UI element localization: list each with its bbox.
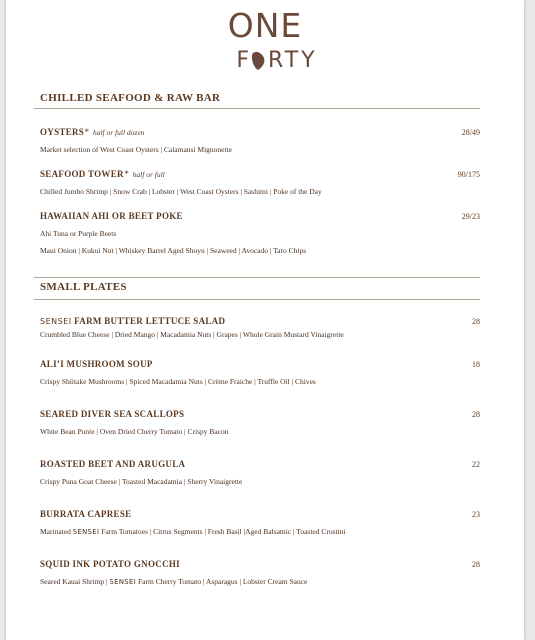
item-description: Crispy Puna Goat Cheese | Toasted Macadamia | Sherry Vinaigrette [40,477,243,486]
menu-item-name: ALI’I MUSHROOM SOUP [40,359,153,369]
item-description: Market selection of West Coast Oysters | Calamansi Mignonette [40,145,232,154]
menu-item-name: BURRATA CAPRESE [40,509,132,519]
logo-f: F [236,48,253,73]
item-description: Chilled Jumbo Shrimp | Snow Crab | Lobster | West Coast Oysters | Sashimi | Poke of the Day [40,187,322,196]
desc-text: Farm Tomatoes | Citrus Segments | Fresh Basil |Aged Balsamic | Toasted Crostini [101,527,346,536]
item-price: 22 [472,460,480,469]
item-price: 29/23 [461,212,480,221]
item-price: 23 [472,510,480,519]
item-description [40,527,346,536]
logo-text-forty [18,48,535,73]
logo-text-one: ONE [227,6,303,45]
item-description: Crumbled Blue Cheese | Dried Mango | Macadamia Nuts | Grapes | Whole Grain Mustard Vinaigrette [40,330,344,339]
item-description: Maui Onion | Kukui Nut | Whiskey Barrel Aged Shoyu | Seaweed | Avocado | Taro Chips [40,246,307,255]
item-price: 18 [472,360,480,369]
item-title: SEAFOOD TOWER [40,169,124,179]
item-price: 28 [472,317,480,326]
menu-page [6,0,524,640]
menu-item-name [40,316,225,326]
item-title: OYSTERS [40,127,85,137]
section-divider [34,108,480,109]
menu-item-name: ROASTED BEET AND ARUGULA [40,459,186,469]
section-divider [34,277,480,278]
item-title: FARM BUTTER LETTUCE SALAD [74,316,226,326]
sensei-brand: SENSEI [109,578,137,586]
section-title-small-plates: SMALL PLATES [40,281,127,293]
item-description: Ahi Tuna or Purple Beets [40,229,117,238]
desc-text: Farm Cherry Tomato | Asparagus | Lobster Cream Sauce [138,577,308,586]
menu-item-name [40,127,144,137]
raw-mark: * [84,127,89,137]
menu-item-name [40,211,183,221]
sensei-brand: SENSEI [72,528,100,536]
item-price: 28 [472,410,480,419]
section-divider [34,299,480,300]
item-title: HAWAIIAN AHI OR BEET POKE [40,211,183,221]
item-price: 28/49 [461,128,480,137]
item-description: Crispy Shiitake Mushrooms | Spiced Macadamia Nuts | Crème Fraiche | Truffle Oil | Chives [40,377,316,386]
menu-item-name: SQUID INK POTATO GNOCCHI [40,559,180,569]
section-title-raw-bar: CHILLED SEAFOOD & RAW BAR [40,92,221,104]
item-price: 90/175 [457,170,480,179]
menu-item-name: SEARED DIVER SEA SCALLOPS [40,409,185,419]
desc-text: Marinated [40,527,71,536]
desc-text: Seared Kauai Shrimp | [40,577,108,586]
raw-mark: * [123,169,129,179]
item-price: 28 [472,560,480,569]
hawaii-island-logo-icon [250,51,266,71]
menu-item-name [40,169,165,179]
sensei-brand: SENSEI [40,317,72,326]
logo-rty: RTY [268,48,318,73]
item-note: half or full dozen [92,128,145,137]
item-description [40,577,307,586]
item-description: White Bean Purée | Oven Dried Cherry Tomato | Crispy Bacon [40,427,229,436]
item-note: half or full [132,170,165,179]
